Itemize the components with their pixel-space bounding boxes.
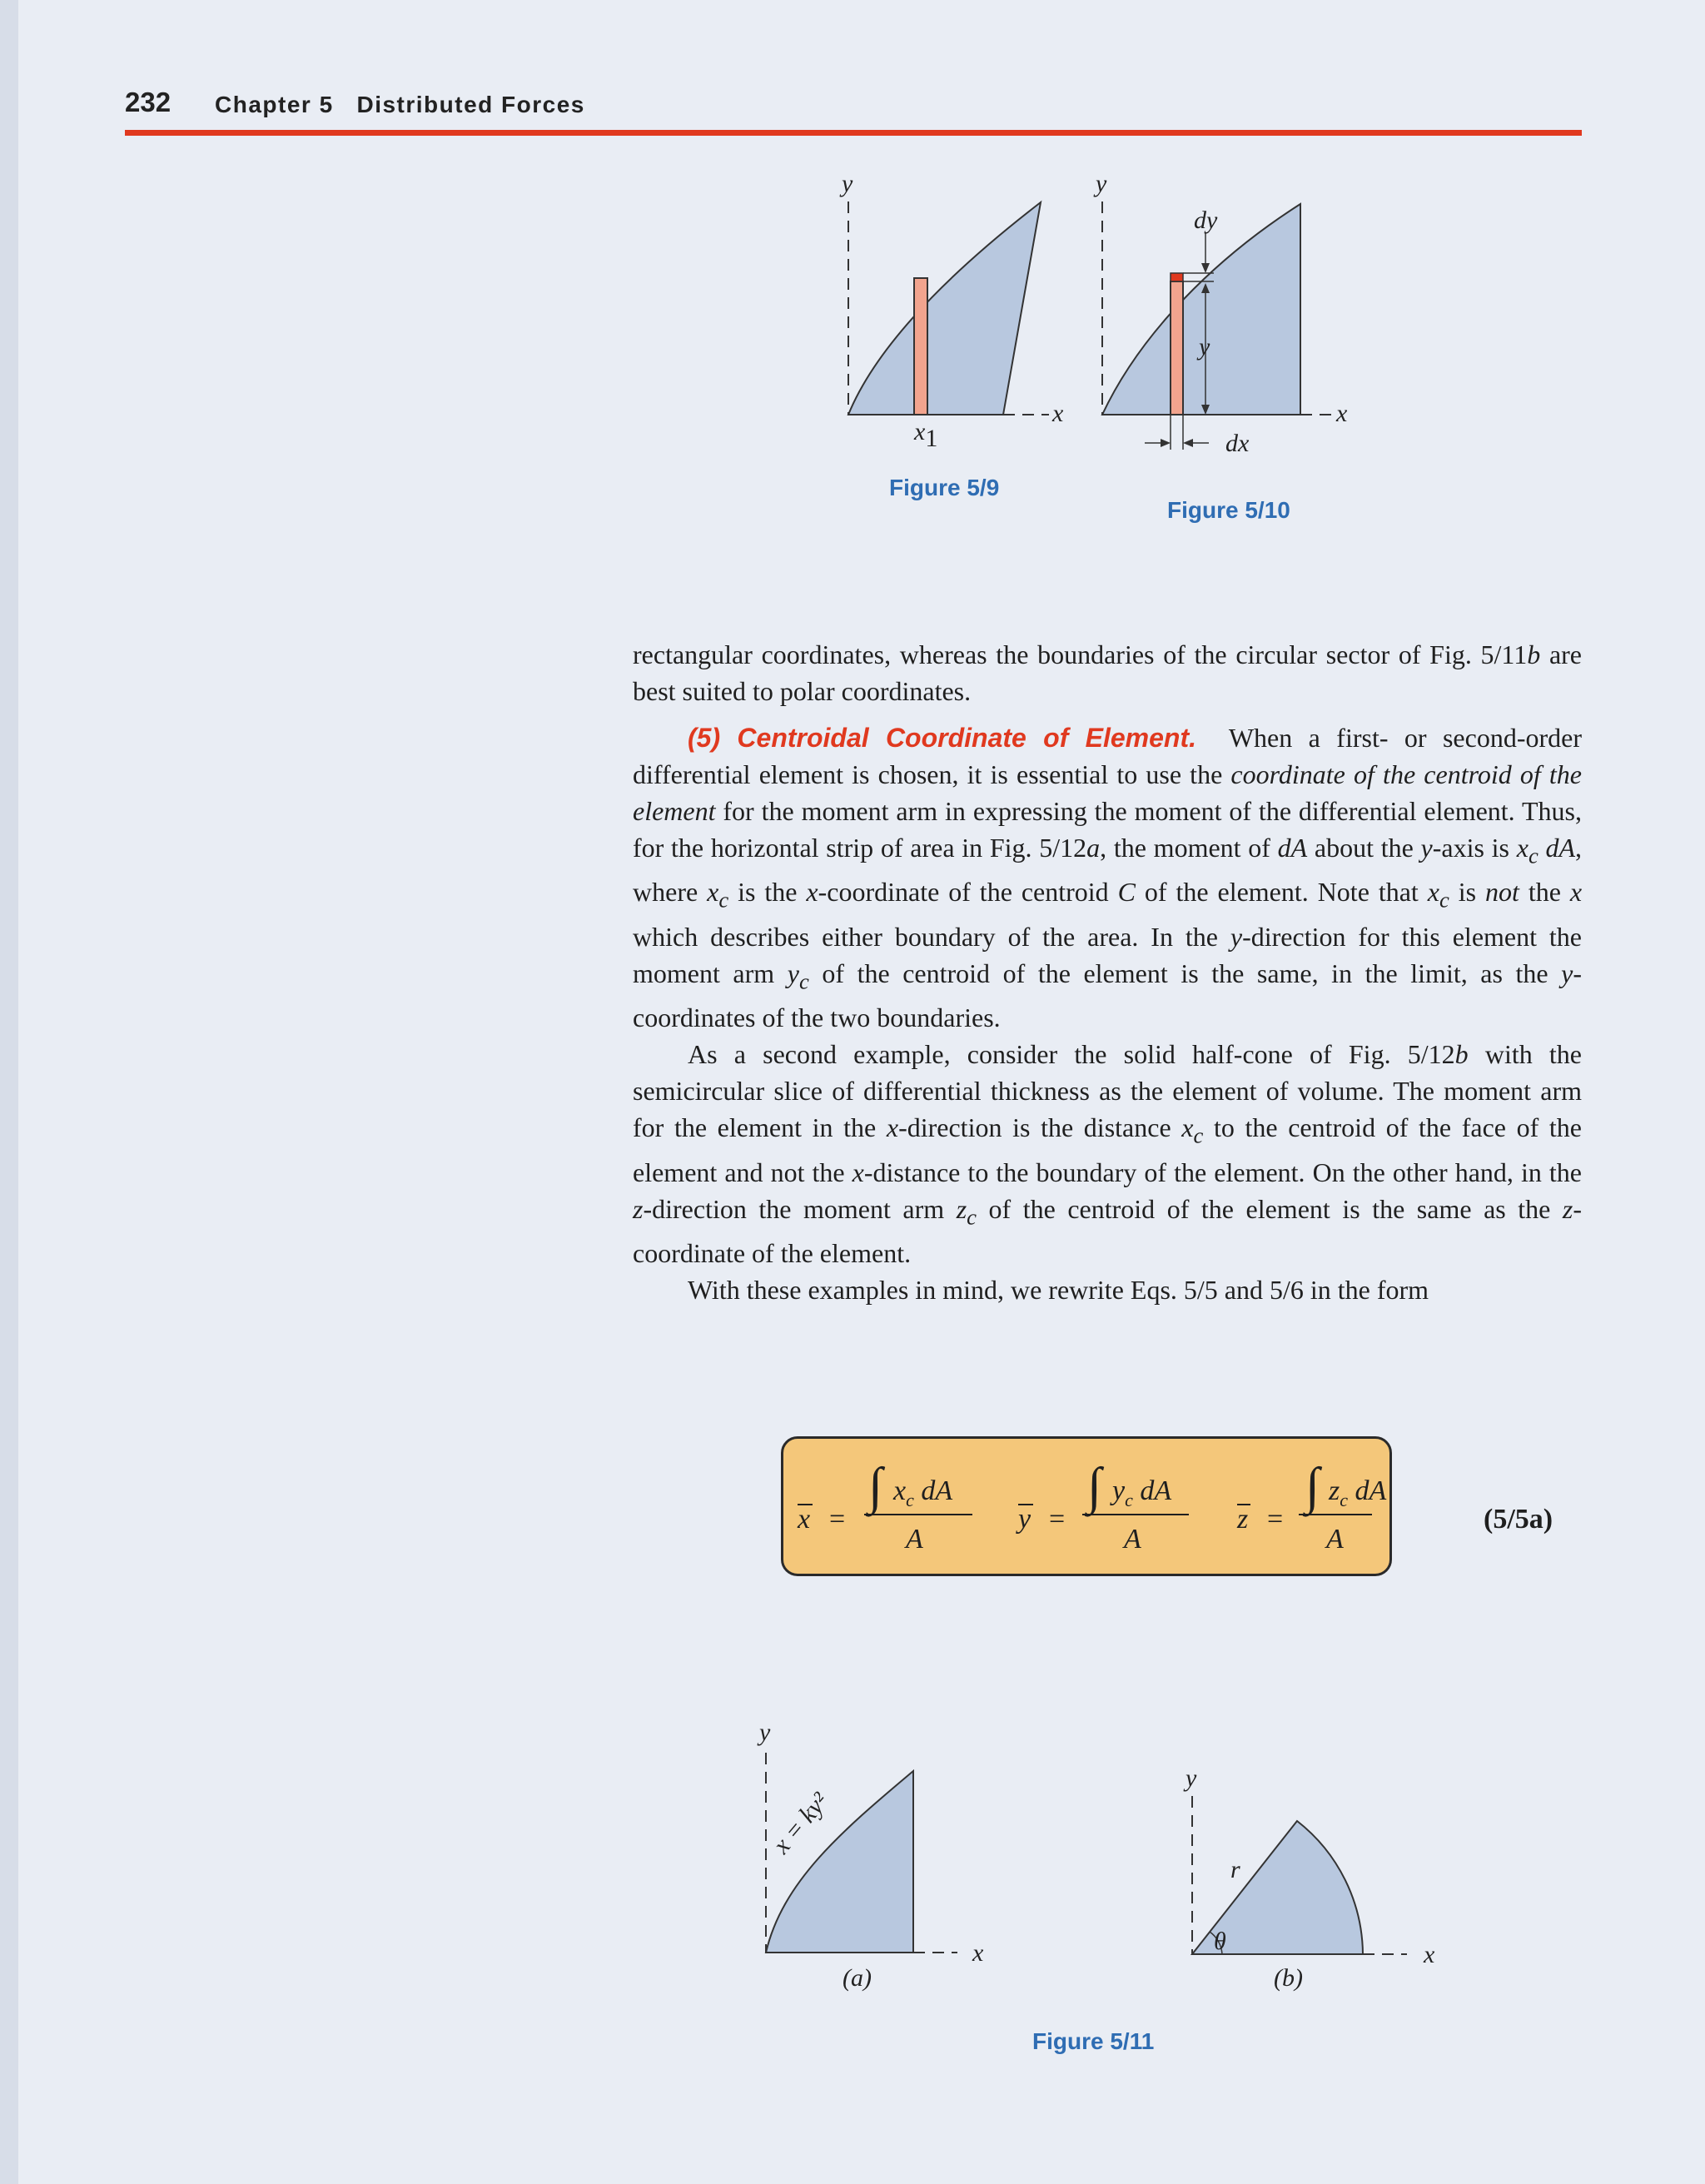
figure-5-9-caption: Figure 5/9 xyxy=(889,475,1000,500)
svg-text:z: z xyxy=(1237,1504,1249,1535)
page-number: 232 xyxy=(125,87,171,117)
fig10-dx-label: dx xyxy=(1225,430,1250,457)
svg-text:zc dA: $z_c$ dA xyxy=(1329,1475,1387,1510)
figure-5-11a xyxy=(733,1715,1016,1998)
svg-text:=: = xyxy=(829,1504,846,1535)
svg-text:yc dA: $y_c$ dA xyxy=(1112,1475,1172,1510)
figure-5-10 xyxy=(1082,167,1390,483)
svg-text:x: x xyxy=(798,1504,811,1535)
fig11b-sub-label: (b) xyxy=(1274,1964,1303,1992)
svg-text:A: A xyxy=(1124,1524,1141,1555)
svg-text:A: A xyxy=(1326,1524,1344,1555)
equation-label: (5/5a) xyxy=(1484,1504,1553,1535)
running-header xyxy=(125,87,1582,127)
svg-text:∫: ∫ xyxy=(868,1458,882,1515)
fig11a-curve-label: x = ky² xyxy=(768,1787,834,1859)
svg-text:A: A xyxy=(906,1524,923,1555)
paragraph-2: (5) Centroidal Coordinate of Element. When a first- or second-order differential element is chosen, it is essential to use the coordinate of the centroid of the element for the moment arm in expressing the moment of the differential element. Thus, for the horizontal strip of area in Fig. 5/12a, the moment of dA about the y-axis is $x_c$ dA, where $x_c$ is the x-coordinate of the centroid C of the element. Note that $x_c$ is not the x which describes either boundary of the area. In the y-direction for this element the moment arm $y_c$ of the centroid of the element is the same, in the limit, as the y-coordinates of the two boundaries. xyxy=(633,723,1583,1033)
fig10-strip-top xyxy=(1171,273,1183,281)
figure-5-9 xyxy=(816,167,1116,450)
fig9-x-label: x xyxy=(1052,400,1064,427)
figure-5-11-caption: Figure 5/11 xyxy=(1032,2028,1155,2054)
fig11a-sub-label: (a) xyxy=(843,1964,872,1992)
fig11a-x-label: x xyxy=(972,1939,984,1967)
svg-text:∫: ∫ xyxy=(1087,1458,1101,1515)
fig11b-r-label: r xyxy=(1230,1856,1240,1883)
fig11b-y-label: y xyxy=(1186,1764,1197,1792)
fig9-region xyxy=(848,202,1041,415)
page-edge xyxy=(0,0,18,2184)
section-heading: (5) Centroidal Coordinate of Element. xyxy=(688,723,1197,753)
paragraph-1: rectangular coordinates, whereas the boundaries of the circular sector of Fig. 5/11b are best suited to polar coordinates. xyxy=(633,639,1583,706)
svg-text:y: y xyxy=(1018,1504,1031,1535)
fig11a-region xyxy=(766,1771,913,1953)
body-text xyxy=(633,636,1582,1308)
fig10-dy-label: dy xyxy=(1194,206,1218,234)
fig11a-y-label: y xyxy=(759,1719,771,1746)
svg-text:=: = xyxy=(1267,1504,1284,1535)
svg-text:∫: ∫ xyxy=(1305,1458,1320,1515)
paragraph-3: As a second example, consider the solid half-cone of Fig. 5/12b with the semicircular slice of differential thickness as the element of volume. The moment arm for the element in the x-direction is the distance $x_c$ to the centroid of the face of the element and not the x-distance to the boundary of the element. On the other hand, in the z-direction the moment arm $z_c$ of the centroid of the element is the same as the z-coordinate of the element. xyxy=(633,1039,1583,1268)
fig9-x1-label: x1 xyxy=(914,418,938,452)
figure-5-10-caption: Figure 5/10 xyxy=(1167,497,1290,523)
fig10-x-label: x xyxy=(1336,400,1348,427)
header-rule xyxy=(125,130,1582,136)
fig11b-theta-label: θ xyxy=(1214,1928,1226,1955)
fig10-region xyxy=(1102,204,1300,415)
fig10-strip xyxy=(1171,281,1183,415)
fig9-strip xyxy=(914,278,927,415)
svg-text:xc dA: $x_c$ dA xyxy=(893,1475,953,1510)
figure-5-11b xyxy=(1166,1761,1465,2002)
fig10-y-dim-label: y xyxy=(1199,333,1210,361)
fig9-y-label: y xyxy=(842,170,853,197)
fig11b-x-label: x xyxy=(1424,1941,1435,1968)
chapter-title: Chapter 5 Distributed Forces xyxy=(215,92,585,117)
fig10-y-label: y xyxy=(1096,170,1107,197)
svg-text:=: = xyxy=(1049,1504,1066,1535)
paragraph-4: With these examples in mind, we rewrite Eqs. 5/5 and 5/6 in the form xyxy=(688,1274,1429,1305)
equation-5-5a xyxy=(781,1436,1387,1571)
